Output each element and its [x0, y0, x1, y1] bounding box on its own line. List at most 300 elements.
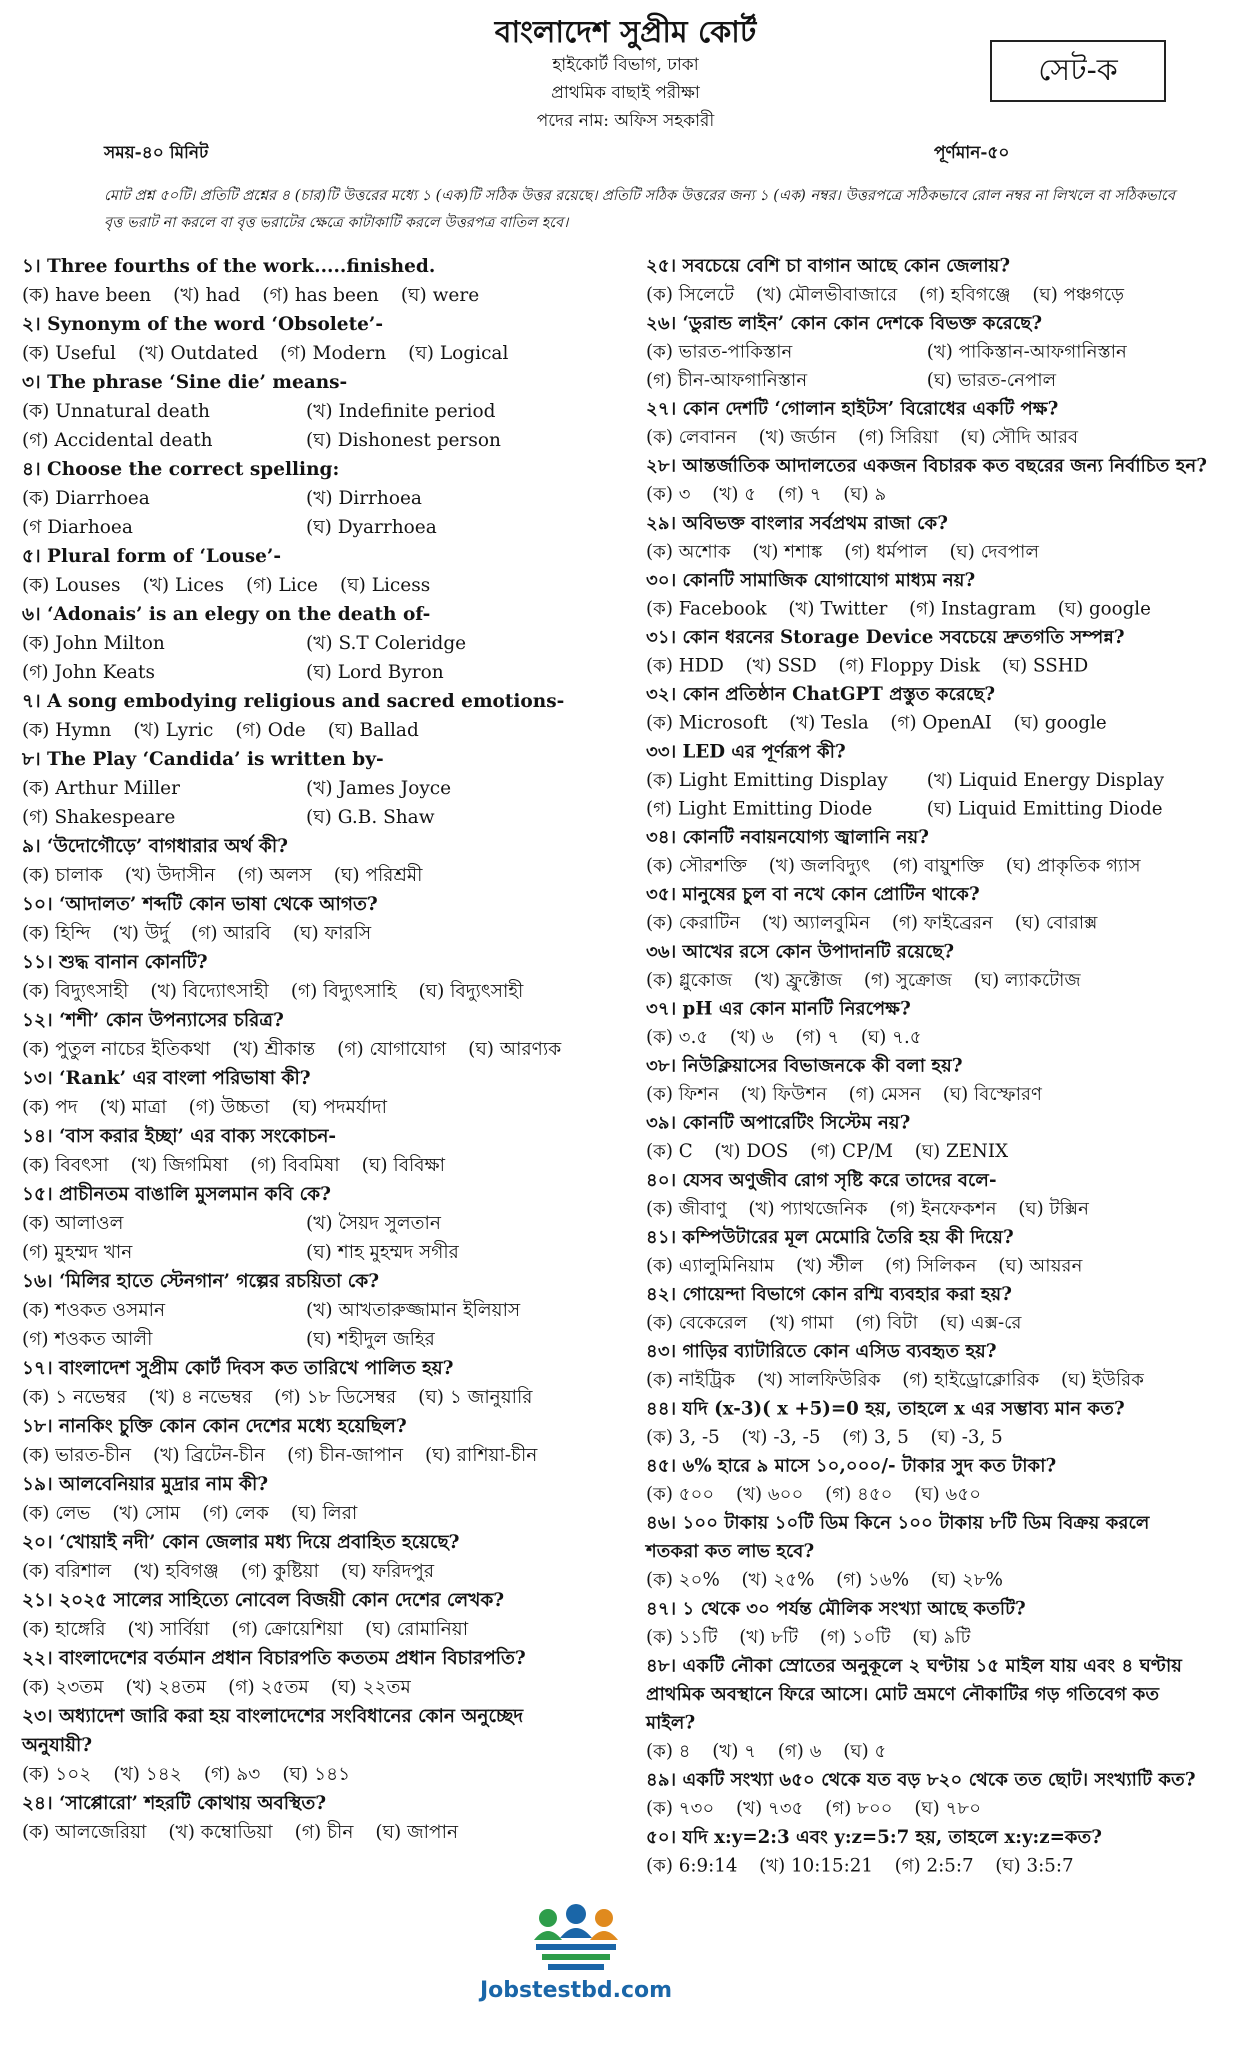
- answer-option: (খ) ২৫%: [741, 1569, 815, 1591]
- answer-option: (গ) OpenAI: [890, 712, 992, 734]
- answer-option: (খ) ৬০০: [735, 1484, 804, 1505]
- answer-option: (গ) বিবমিষা: [250, 1155, 340, 1176]
- answer-option: (খ) had: [173, 285, 241, 306]
- question-text: ৫। Plural form of ‘Louse’-: [22, 546, 281, 567]
- question-block: [646, 1395, 1207, 1452]
- answer-option: (খ) শ্রীকান্ত: [232, 1039, 316, 1060]
- answer-option: (গ) মুহম্মদ খান: [22, 1242, 133, 1263]
- answer-option: (ঘ) ২২তম: [330, 1677, 411, 1698]
- question-block: [646, 509, 1207, 566]
- answer-option: (ঘ) শহীদুল জহির: [306, 1329, 435, 1350]
- question-block: [646, 1052, 1207, 1109]
- question-text: ৪৩। গাড়ির ব্যাটারিতে কোন এসিড ব্যবহৃত হয়?: [646, 1341, 997, 1363]
- question-block: [646, 1166, 1207, 1223]
- question-text: ৪৪। যদি (x-3)( x +5)=0 হয়, তাহলে x এর সম্ভাব্য মান কত?: [646, 1398, 1125, 1420]
- answer-option: (ঘ) were: [400, 285, 480, 306]
- answer-option: (ঘ) বিদ্যুৎসাহী: [418, 981, 524, 1002]
- question-block: [646, 1280, 1207, 1337]
- answer-options: [646, 1623, 1207, 1652]
- answer-options: [22, 571, 590, 600]
- answer-options: [646, 481, 1207, 510]
- answer-option: (খ) ৭৩৫: [735, 1798, 804, 1820]
- answer-option: (খ) কম্বোডিয়া: [168, 1822, 273, 1843]
- question-text: ৯। ‘উদোগৌড়ে’ বাগধারার অর্থ কী?: [22, 836, 288, 857]
- question-text: ১১। শুদ্ধ বানান কোনটি?: [22, 952, 208, 973]
- answer-option: (ঘ) এক্স-রে: [939, 1312, 1022, 1334]
- question-block: [646, 1652, 1207, 1766]
- answer-option: (গ) 3, 5: [842, 1427, 909, 1448]
- answer-option: (ঘ) ২৮%: [930, 1569, 1003, 1591]
- question-block: [22, 1122, 590, 1180]
- question-block: [646, 880, 1207, 937]
- answer-option: (ক) আলাওল: [22, 1213, 124, 1234]
- question-text: ১। Three fourths of the work.....finished.: [22, 256, 436, 277]
- answer-options: [22, 339, 590, 368]
- question-block: [646, 738, 1207, 824]
- answer-option: (গ) বিটা: [855, 1312, 918, 1334]
- question-text: ৩৯। কোনটি অপারেটিং সিস্টেম নয়?: [646, 1112, 911, 1134]
- question-block: [22, 1470, 590, 1528]
- question-block: [22, 542, 590, 600]
- answer-option: (খ) অ্যালবুমিন: [761, 912, 871, 934]
- answer-option: (খ) ৫: [712, 484, 757, 506]
- question-block: [22, 948, 590, 1006]
- answer-options: [22, 1615, 590, 1644]
- answer-option: (ক) Louses: [22, 575, 121, 596]
- instructions: মোট প্রশ্ন ৫০টি। প্রতিটি প্রশ্নের ৪ (চার)টি উত্তরের মধ্যে ১ (এক)টি সঠিক উত্তর রয়েছে। প্রতিটি সঠিক উত্তরের জন্য ১ (এক) নম্বর। উত্তরপত্রে সঠিকভাবে রোল নম্বর না লিখলে বা সঠিকভাবে বৃত্ত ভরাট না করলে বা বৃত্ত ভরাটের ক্ষেত্রে কাটাকাটি করলে উত্তরপত্র বাতিল হবে।: [104, 188, 1175, 231]
- answer-option: (খ) ৮টি: [739, 1627, 799, 1648]
- answer-option: (গ) লেক: [202, 1503, 269, 1524]
- answer-option: (ক) হাঙ্গেরি: [22, 1619, 106, 1640]
- question-block: [646, 823, 1207, 880]
- answer-option: (গ) অলস: [237, 865, 312, 886]
- question-block: [22, 1006, 590, 1064]
- answer-option: (ক) Light Emitting Display: [646, 770, 888, 791]
- answer-option: (খ) বিদ্যোৎসাহী: [150, 981, 269, 1002]
- answer-options: [22, 629, 590, 687]
- answer-option: (ক) Useful: [22, 343, 116, 364]
- answer-option: (খ) সোম: [112, 1503, 181, 1524]
- answer-option: (গ) ২৫তম: [228, 1677, 309, 1698]
- question-text: ৭। A song embodying religious and sacred emotions-: [22, 691, 565, 712]
- question-text: ১৪। ‘বাস করার ইচ্ছা’ এর বাক্য সংকোচন-: [22, 1126, 337, 1147]
- answer-option: (ক) অশোক: [646, 541, 731, 563]
- answer-option: (খ) Liquid Energy Display: [926, 770, 1165, 791]
- answer-options: [22, 281, 590, 310]
- question-text: ২৪। ‘সাপ্পোরো’ শহরটি কোথায় অবস্থিত?: [22, 1793, 327, 1814]
- question-text: ৩। The phrase ‘Sine die’ means-: [22, 372, 348, 393]
- answer-options: [646, 1852, 1207, 1881]
- exam-header: [0, 0, 1251, 148]
- answer-option: (খ) Twitter: [788, 598, 888, 620]
- answer-option: (ক) এ্যালুমিনিয়াম: [646, 1255, 775, 1277]
- answer-option: (গ) ৭: [795, 1027, 840, 1048]
- answer-option: (খ) Indefinite period: [306, 401, 496, 422]
- answer-option: (গ) ১০টি: [819, 1627, 891, 1648]
- answer-option: (গ) বায়ুশক্তি: [892, 855, 985, 877]
- answer-option: (গ) John Keats: [22, 662, 155, 683]
- answer-option: (ক) have been: [22, 285, 152, 306]
- answer-option: (ঘ) Licess: [339, 575, 431, 596]
- answer-option: (গ) সিলিকন: [884, 1255, 977, 1277]
- answer-option: (খ) মৌলভীবাজারে: [755, 284, 898, 306]
- answer-options: [22, 397, 590, 455]
- answer-option: (গ) ধর্মপাল: [844, 541, 928, 563]
- answer-option: (গ) Ode: [235, 720, 306, 741]
- question-text: ৩৮। নিউক্লিয়াসের বিভাজনকে কী বলা হয়?: [646, 1055, 963, 1077]
- answer-option: (খ) Outdated: [137, 343, 259, 364]
- answer-options: [646, 652, 1207, 681]
- answer-option: (ক) সিলেটে: [646, 284, 735, 306]
- answer-options: [646, 595, 1207, 624]
- answer-option: (গ) Lice: [246, 575, 318, 596]
- answer-option: (ক) HDD: [646, 655, 724, 677]
- answer-option: (খ) ফ্রুক্টোজ: [753, 970, 843, 991]
- answer-option: (ঘ) শাহ মুহম্মদ সগীর: [306, 1242, 459, 1263]
- answer-option: (ক) বিদ্যুৎসাহী: [22, 981, 129, 1002]
- answer-options: [22, 1673, 590, 1702]
- question-text: ২। Synonym of the word ‘Obsolete’-: [22, 314, 384, 335]
- court-title: বাংলাদেশ সুপ্রীম কোর্ট: [494, 15, 757, 50]
- answer-option: (গ) 2:5:7: [894, 1855, 974, 1877]
- answer-option: (ঘ) google: [1057, 598, 1151, 620]
- answer-option: (ক) Hymn: [22, 720, 112, 741]
- answer-options: [646, 852, 1207, 881]
- answer-option: (ক) লেভ: [22, 1503, 91, 1524]
- question-text: ২২। বাংলাদেশের বর্তমান প্রধান বিচারপতি কততম প্রধান বিচারপতি?: [22, 1648, 526, 1669]
- answer-option: (ঘ) Dishonest person: [306, 430, 501, 451]
- question-text: ৩৬। আখের রসে কোন উপাদানটি রয়েছে?: [646, 941, 955, 963]
- answer-option: (ঘ) আরণ্যক: [468, 1039, 562, 1060]
- answer-option: (ঘ) বিস্ফোরণ: [942, 1084, 1043, 1106]
- answer-option: (ঘ) ZENIX: [914, 1141, 1009, 1163]
- answer-option: (ঘ) রোমানিয়া: [365, 1619, 469, 1640]
- answer-option: (ক) বিবৎসা: [22, 1155, 109, 1176]
- answer-option: (খ) সার্বিয়া: [127, 1619, 210, 1640]
- question-block: [22, 600, 590, 687]
- question-text: ৪২। গোয়েন্দা বিভাগে কোন রশ্মি ব্যবহার করা হয়?: [646, 1284, 1012, 1305]
- answer-option: (ক) ৩.৫: [646, 1027, 709, 1048]
- answer-option: (খ) ১৪২: [113, 1764, 182, 1785]
- answer-option: (ক) Diarrhoea: [22, 488, 150, 509]
- question-block: [646, 623, 1207, 680]
- question-block: [22, 1180, 590, 1267]
- answer-option: (গ) যোগাযোগ: [337, 1039, 447, 1060]
- answer-options: [22, 774, 590, 832]
- question-block: [22, 455, 590, 542]
- answer-option: (ঘ) ল্যাকটোজ: [973, 970, 1081, 991]
- answer-option: (খ) মাত্রা: [99, 1097, 167, 1118]
- question-block: [646, 1109, 1207, 1166]
- question-block: [646, 1452, 1207, 1509]
- question-block: [22, 1644, 590, 1702]
- answer-option: (খ) উর্দু: [112, 923, 170, 944]
- answer-options: [22, 1760, 590, 1789]
- answer-option: (খ) আখতারুজ্জামান ইলিয়াস: [306, 1300, 521, 1321]
- question-block: [646, 1595, 1207, 1652]
- answer-option: (ঘ) লিরা: [290, 1503, 358, 1524]
- answer-option: (গ) Floppy Disk: [838, 655, 981, 677]
- answer-options: [646, 1080, 1207, 1109]
- answer-options: [22, 1035, 590, 1064]
- answer-option: (ক) ৪: [646, 1741, 691, 1763]
- answer-options: [646, 1737, 1207, 1766]
- answer-options: [22, 1818, 590, 1847]
- answer-option: (ঘ) ইউরিক: [1061, 1369, 1144, 1391]
- question-text: ৪১। কম্পিউটারের মূল মেমোরি তৈরি হয় কী দিয়ে?: [646, 1227, 1014, 1248]
- question-text: ৩৩। LED এর পূর্ণরূপ কী?: [646, 741, 846, 763]
- answer-option: (ক) সৌরশক্তি: [646, 855, 748, 877]
- question-block: [646, 452, 1207, 509]
- answer-option: (গ) সুক্রোজ: [863, 970, 953, 991]
- answer-option: (ঘ) ১ জানুয়ারি: [418, 1387, 533, 1408]
- question-text: ৩০। কোনটি সামাজিক যোগাযোগ মাধ্যম নয়?: [646, 570, 976, 591]
- answer-option: (ক) ভারত-চীন: [22, 1445, 132, 1466]
- question-text: ৪৫। ৬% হারে ৯ মাসে ১০,০০০/- টাকার সুদ কত টাকা?: [646, 1455, 1057, 1477]
- question-block: [22, 310, 590, 368]
- question-text: ১৮। নানকিং চুক্তি কোন কোন দেশের মধ্যে হয়েছিল?: [22, 1416, 407, 1437]
- answer-option: (খ) জর্ডান: [758, 427, 837, 449]
- question-text: ৪৬। ১০০ টাকায় ১০টি ডিম কিনে ১০০ টাকায় ৮টি ডিম বিক্রয় করলে শতকরা কত লাভ হবে?: [646, 1512, 1150, 1563]
- answer-option: (গ) Shakespeare: [22, 807, 176, 828]
- answer-option: (ক) লেবানন: [646, 427, 737, 449]
- answer-option: (গ) ক্রোয়েশিয়া: [231, 1619, 344, 1640]
- answer-option: (খ) Dirrhoea: [306, 488, 422, 509]
- answer-option: (খ) DOS: [714, 1141, 789, 1163]
- answer-option: (খ) -3, -5: [741, 1427, 821, 1448]
- answer-option: (ঘ) বিবিক্ষা: [361, 1155, 445, 1176]
- answer-option: (ঘ) পদমর্যাদা: [291, 1097, 387, 1118]
- answer-option: (গ) ৮০০: [825, 1798, 893, 1820]
- question-block: [646, 1823, 1207, 1880]
- question-text: ২৬। ‘ডুরান্ড লাইন’ কোন কোন দেশকে বিভক্ত করেছে?: [646, 313, 1043, 334]
- answer-option: (গ) Accidental death: [22, 430, 213, 451]
- answer-option: (খ) ব্রিটেন-চীন: [153, 1445, 266, 1466]
- question-block: [646, 938, 1207, 995]
- answer-option: (খ) উদাসীন: [124, 865, 216, 886]
- answer-option: (গ) চীন: [294, 1822, 354, 1843]
- answer-option: (ঘ) ৭.৫: [860, 1027, 922, 1048]
- question-text: ২৮। আন্তর্জাতিক আদালতের একজন বিচারক কত বছরের জন্য নির্বাচিত হন?: [646, 455, 1207, 477]
- answer-options: [646, 1423, 1207, 1452]
- logo-text: Jobstestbd.com: [479, 1978, 673, 2003]
- question-block: [22, 1064, 590, 1122]
- answer-options: [22, 1151, 590, 1180]
- answer-options: [646, 338, 1207, 395]
- answer-option: (ঘ) Liquid Emitting Diode: [926, 798, 1163, 820]
- question-text: ৪৭। ১ থেকে ৩০ পর্যন্ত মৌলিক সংখ্যা আছে কতটি?: [646, 1598, 1026, 1620]
- question-block: [22, 832, 590, 890]
- question-block: [22, 1528, 590, 1586]
- question-text: ৪। Choose the correct spelling:: [22, 459, 340, 480]
- question-block: [646, 566, 1207, 623]
- answer-option: (গ) ৭: [777, 484, 822, 506]
- answer-option: (ঘ) প্রাকৃতিক গ্যাস: [1005, 855, 1141, 877]
- answer-option: (খ) ৬: [729, 1027, 774, 1048]
- answer-option: (গ) হবিগঞ্জে: [918, 284, 1011, 306]
- answer-option: (খ) গামা: [768, 1312, 834, 1334]
- answer-option: (ক) হিন্দি: [22, 923, 91, 944]
- answer-option: (ক) শওকত ওসমান: [22, 1300, 166, 1321]
- answer-option: (ঘ) পরিশ্রমী: [333, 865, 423, 886]
- answer-options: [646, 1138, 1207, 1167]
- answer-option: (গ) has been: [262, 285, 379, 306]
- total-marks: পূর্ণমান-৫০: [934, 143, 1010, 163]
- answer-options: [646, 909, 1207, 938]
- answer-option: (গ) সিরিয়া: [858, 427, 939, 449]
- answer-option: (গ) Light Emitting Diode: [646, 798, 873, 820]
- answer-option: (ঘ) ১৪১: [282, 1764, 351, 1785]
- answer-option: (খ) ৪ নভেম্বর: [148, 1387, 253, 1408]
- question-text: ১৫। প্রাচীনতম বাঙালি মুসলমান কবি কে?: [22, 1184, 331, 1205]
- question-text: ১০। ‘আদালত’ শব্দটি কোন ভাষা থেকে আগত?: [22, 894, 378, 915]
- question-text: ৪৮। একটি নৌকা স্রোতের অনুকূলে ২ ঘণ্টায় ১৫ মাইল যায় এবং ৪ ঘণ্টায় প্রাথমিক অবস্থানে ফিরে আসে। মোট ভ্রমণে নৌকাটির গড় গতিবেগ কত মাইল?: [646, 1655, 1183, 1734]
- answer-options: [646, 709, 1207, 738]
- answer-options: [646, 966, 1207, 995]
- division-line: হাইকোর্ট বিভাগ, ঢাকা: [552, 55, 699, 75]
- question-text: ৩৪। কোনটি নবায়নযোগ্য জ্বালানি নয়?: [646, 827, 929, 848]
- answer-options: [22, 977, 590, 1006]
- answer-option: (ক) বেকেরেল: [646, 1312, 748, 1334]
- answer-option: (খ) 10:15:21: [759, 1855, 873, 1877]
- answer-option: (গ) উচ্চতা: [188, 1097, 270, 1118]
- answer-option: (ঘ) ৭৮০: [914, 1798, 982, 1820]
- answer-option: (খ) Lyric: [133, 720, 214, 741]
- answer-options: [646, 1195, 1207, 1224]
- answer-option: (ক) কেরাটিন: [646, 912, 741, 934]
- question-block: [646, 995, 1207, 1052]
- answer-option: (ঘ) ভারত-নেপাল: [926, 370, 1057, 391]
- answer-option: (ক) ভারত-পাকিস্তান: [646, 341, 793, 363]
- answer-option: (ক) ৭৩০: [646, 1798, 715, 1820]
- answer-option: (ক) John Milton: [22, 633, 165, 654]
- right-column: [646, 252, 1207, 1880]
- answer-options: [646, 1480, 1207, 1509]
- answer-option: (গ) Instagram: [909, 598, 1037, 620]
- question-block: [22, 1789, 590, 1847]
- question-block: [646, 395, 1207, 452]
- answer-option: (গ) ৬: [777, 1741, 822, 1763]
- answer-option: (ক) Unnatural death: [22, 401, 210, 422]
- question-block: [646, 680, 1207, 737]
- question-block: [22, 1702, 590, 1789]
- question-text: ১৬। ‘মিলির হাতে স্টেনগান’ গল্পের রচয়িতা কে?: [22, 1271, 380, 1292]
- answer-option: (ক) C: [646, 1141, 693, 1163]
- answer-options: [22, 1441, 590, 1470]
- question-block: [646, 1223, 1207, 1280]
- question-block: [646, 1509, 1207, 1595]
- question-text: ৫০। যদি x:y=2:3 এবং y:z=5:7 হয়, তাহলে x:y:z=কত?: [646, 1827, 1102, 1848]
- question-block: [22, 687, 590, 745]
- question-block: [646, 252, 1207, 309]
- question-text: ১৯। আলবেনিয়ার মুদ্রার নাম কী?: [22, 1474, 269, 1495]
- answer-option: (গ) ৯৩: [203, 1764, 261, 1785]
- answer-option: (খ) Lices: [142, 575, 225, 596]
- answer-option: (গ) ১৮ ডিসেম্বর: [274, 1387, 397, 1408]
- question-block: [22, 745, 590, 832]
- question-text: ২৯। অবিভক্ত বাংলার সর্বপ্রথম রাজা কে?: [646, 513, 948, 534]
- answer-option: (ঘ) google: [1013, 712, 1107, 734]
- answer-option: (খ) ২৪তম: [125, 1677, 207, 1698]
- answer-option: (খ) শশাঙ্ক: [752, 541, 823, 563]
- answer-option: (ক) ফিশন: [646, 1084, 719, 1106]
- answer-option: (ক) 6:9:14: [646, 1855, 738, 1877]
- answer-option: (খ) S.T Coleridge: [306, 633, 467, 654]
- answer-option: (ক) আলজেরিয়া: [22, 1822, 147, 1843]
- question-text: ২৩। অধ্যাদেশ জারি করা হয় বাংলাদেশের সংবিধানের কোন অনুচ্ছেদ অনুযায়ী?: [22, 1706, 524, 1756]
- question-block: [22, 1586, 590, 1644]
- answer-option: (ঘ) -3, 5: [930, 1427, 1003, 1448]
- answer-option: (ক) পুতুল নাচের ইতিকথা: [22, 1039, 211, 1060]
- answer-option: (গ) ফাইব্রেরন: [891, 912, 994, 934]
- answer-options: [646, 1023, 1207, 1052]
- answer-option: (ঘ) পঞ্চগড়ে: [1032, 284, 1125, 306]
- site-logo: [476, 1900, 676, 2030]
- answer-option: (গ) হাইড্রোক্লোরিক: [902, 1369, 1040, 1391]
- question-text: ২৭। কোন দেশটি ‘গোলান হাইটস’ বিরোধের একটি পক্ষ?: [646, 398, 1059, 420]
- answer-option: (ক) ১ নভেম্বর: [22, 1387, 127, 1408]
- answer-option: (গ) চীন-আফগানিস্তান: [646, 370, 808, 391]
- left-column: [22, 252, 590, 1847]
- answer-option: (খ) ফিউশন: [740, 1084, 827, 1106]
- question-text: ২৫। সবচেয়ে বেশি চা বাগান আছে কোন জেলায়?: [646, 255, 1011, 277]
- answer-option: (খ) পাকিস্তান-আফগানিস্তান: [926, 341, 1127, 363]
- answer-options: [646, 281, 1207, 310]
- answer-options: [646, 1309, 1207, 1338]
- answer-option: (ক) ৩: [646, 484, 691, 506]
- answer-option: (ঘ) Dyarrhoea: [306, 517, 437, 538]
- answer-option: (ক) জীবাণু: [646, 1198, 727, 1220]
- answer-option: (ঘ) ফরিদপুর: [340, 1561, 435, 1582]
- answer-option: (ঘ) ৬৫০: [914, 1484, 982, 1505]
- question-block: [22, 252, 590, 310]
- answer-option: (গ) চীন-জাপান: [287, 1445, 403, 1466]
- answer-option: (ক) পদ: [22, 1097, 78, 1118]
- answer-option: (ক) ১১টি: [646, 1627, 718, 1648]
- question-block: [22, 368, 590, 455]
- answer-option: (খ) James Joyce: [306, 778, 452, 799]
- answer-option: (গ) বিদ্যুৎসাহি: [290, 981, 397, 1002]
- answer-option: (গ) ১৬%: [836, 1569, 910, 1591]
- answer-option: (ক) ১০২: [22, 1764, 92, 1785]
- answer-option: (খ) Tesla: [789, 712, 869, 734]
- answer-option: (ক) ৫০০: [646, 1484, 715, 1505]
- answer-option: (ঘ) আয়রন: [998, 1255, 1083, 1277]
- answer-options: [22, 716, 590, 745]
- question-text: ৩৭। pH এর কোন মানটি নিরপেক্ষ?: [646, 998, 911, 1020]
- answer-option: (ঘ) G.B. Shaw: [306, 807, 435, 828]
- question-text: ৪৯। একটি সংখ্যা ৬৫০ থেকে যত বড় ৮২০ থেকে তত ছোট। সংখ্যাটি কত?: [646, 1769, 1196, 1791]
- answer-option: (ঘ) Ballad: [327, 720, 419, 741]
- answer-option: (খ) স্টীল: [795, 1255, 864, 1277]
- answer-options: [22, 861, 590, 890]
- answer-option: (গ) ইনফেকশন: [889, 1198, 997, 1220]
- question-block: [646, 1337, 1207, 1394]
- answer-option: (ঘ) ৫: [843, 1741, 887, 1763]
- answer-option: (খ) হবিগঞ্জ: [133, 1561, 219, 1582]
- answer-options: [22, 1557, 590, 1586]
- answer-option: (ক) 3, -5: [646, 1427, 720, 1448]
- answer-option: (ক) ২০%: [646, 1569, 720, 1591]
- answer-option: (গ) মেসন: [848, 1084, 922, 1106]
- answer-option: (ক) Facebook: [646, 598, 767, 620]
- answer-options: [22, 1093, 590, 1122]
- post-line: পদের নাম: অফিস সহকারী: [536, 111, 715, 131]
- answer-options: [646, 1795, 1207, 1824]
- answer-option: (গ) শওকত আলী: [22, 1329, 153, 1350]
- answer-option: (গ) CP/M: [810, 1141, 894, 1163]
- question-text: ১৩। ‘Rank’ এর বাংলা পরিভাষা কী?: [22, 1068, 311, 1089]
